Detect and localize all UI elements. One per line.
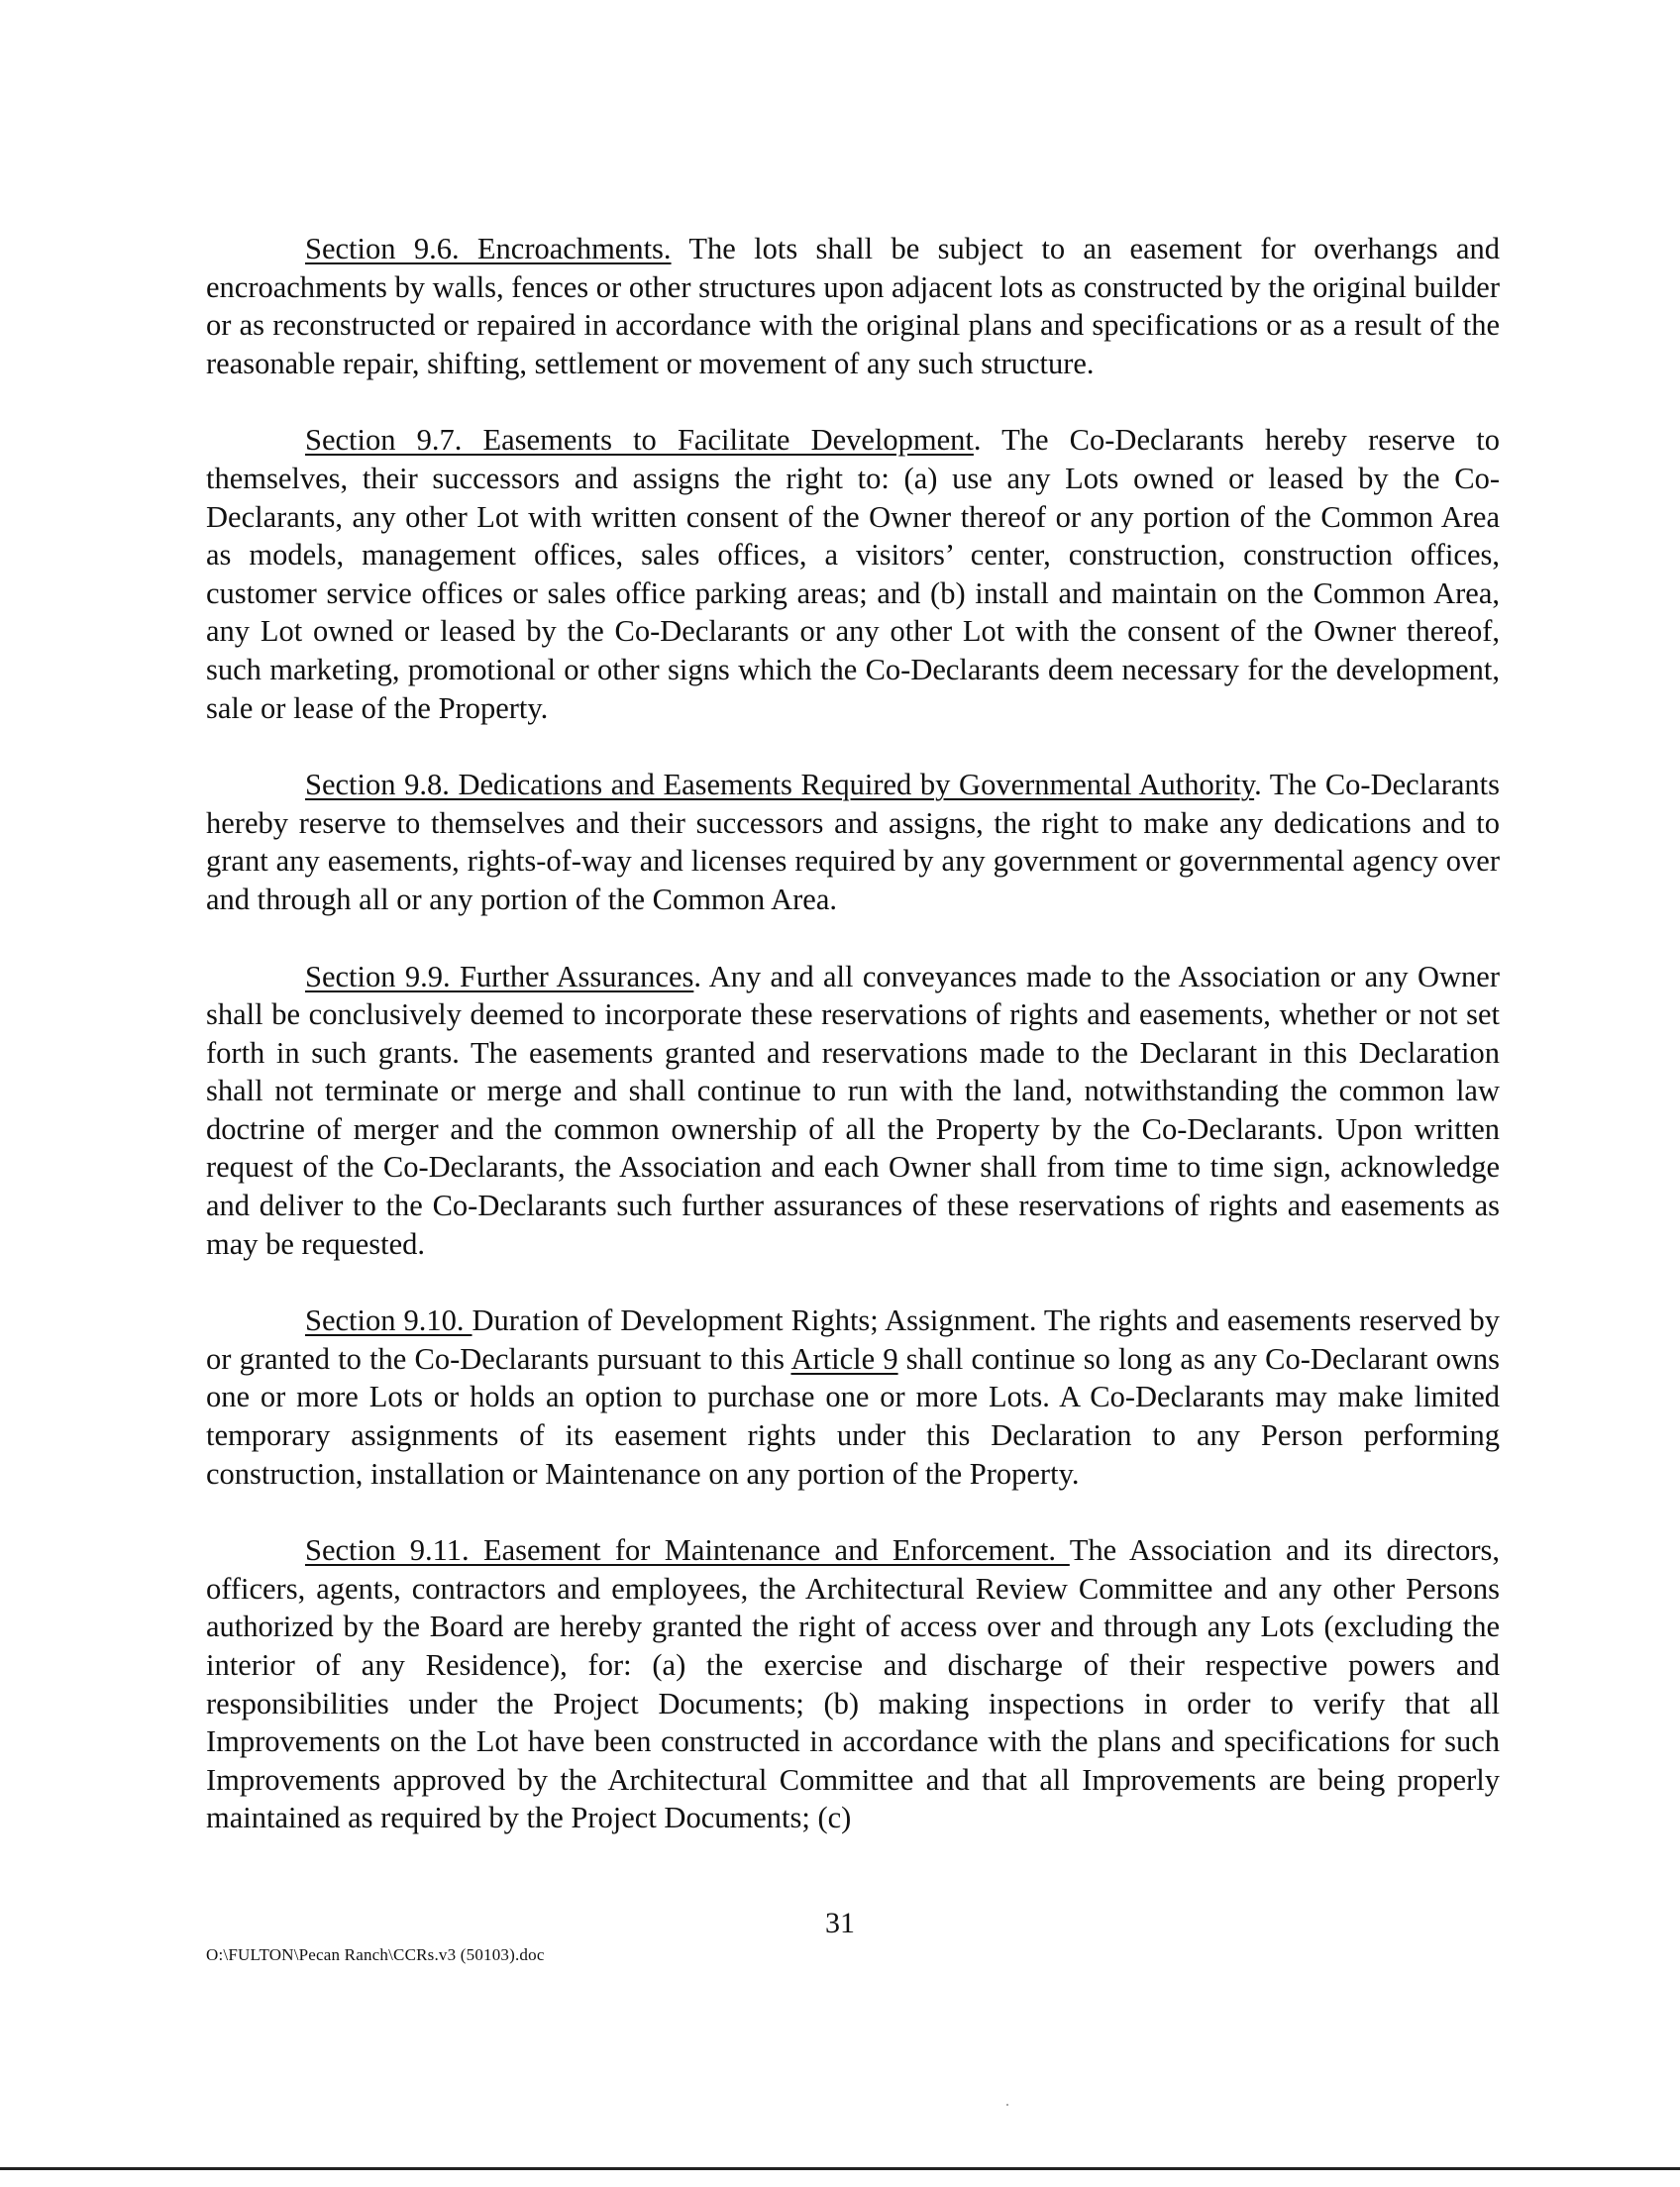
section-heading: Section 9.9. Further Assurances bbox=[305, 959, 694, 993]
section-9-10 bbox=[206, 1302, 1500, 1493]
section-text: . The Co-Declarants hereby reserve to themselves and their successors and assigns, the right to make any dedications and to grant any easements, rights-of-way and licenses required by any government or governmental agency over and through all or any portion of the Common Area. bbox=[206, 768, 1500, 916]
section-text: Duration of Development Rights; Assignment. The rights and easements reserved by or granted to the Co-Declarants pursuant to this bbox=[206, 1303, 1500, 1376]
section-heading: Section 9.7. Easements to Facilitate Development bbox=[305, 423, 974, 458]
section-text: . Any and all conveyances made to the Association or any Owner shall be conclusively deemed to incorporate these reservations of rights and easements, whether or not set forth in such grants. The easements granted and reservations made to the Declarant in this Declaration shall not terminate or merge and shall continue to run with the land, notwithstanding the common law doctrine of merger and the common ownership of all the Property by the Co-Declarants. Upon written request of the Co-Declarants, the Association and each Owner shall from time to time sign, acknowledge and deliver to the Co-Declarants such further assurances of these reservations of rights and easements as may be requested. bbox=[206, 959, 1500, 1261]
section-9-8 bbox=[206, 766, 1500, 918]
section-9-11 bbox=[206, 1531, 1500, 1837]
section-heading: Section 9.8. Dedications and Easements Required by Governmental Authority bbox=[305, 768, 1255, 802]
bottom-edge-line bbox=[0, 2167, 1680, 2170]
section-text: . The Co-Declarants hereby reserve to themselves, their successors and assigns the right to: (a) use any Lots owned or leased by the Co-Declarants, any other Lot with written consent of the Owner thereof or any portion of the Common Area as models, management offices, sales offices, a visitors’ center, construction, construction offices, customer service offices or sales office parking areas; and (b) install and maintain on the Common Area, any Lot owned or leased by the Co-Declarants or any other Lot with the consent of the Owner thereof, such marketing, promotional or other signs which the Co-Declarants deem necessary for the development, sale or lease of the Property. bbox=[206, 423, 1500, 725]
section-heading: Section 9.6. Encroachments. bbox=[305, 232, 672, 265]
section-text-continued: shall continue so long as any Co-Declarant owns one or more Lots or holds an option to purchase one or more Lots. A Co-Declarants may make limited temporary assignments of its easement rights under this Declaration to any Person performing construction, installation or Maintenance on any portion of the Property. bbox=[206, 1341, 1500, 1491]
section-text: The Association and its directors, officers, agents, contractors and employees, the Architectural Review Committee and any other Persons authorized by the Board are hereby granted the right of access over and through any Lots (excluding the interior of any Residence), for: (a) the exercise and discharge of their respective powers and responsibilities under the Project Documents; (b) making inspections in order to verify that all Improvements on the Lot have been constructed in accordance with the plans and specifications for such Improvements approved by the Architectural Committee and that all Improvements are being properly maintained as required by the Project Documents; (c) bbox=[206, 1533, 1500, 1835]
article-reference: Article 9 bbox=[790, 1341, 898, 1376]
scan-artifact bbox=[1006, 2104, 1008, 2106]
section-heading: Section 9.11. Easement for Maintenance and Enforcement. bbox=[305, 1533, 1070, 1568]
section-heading: Section 9.10. bbox=[305, 1303, 472, 1338]
section-9-9 bbox=[206, 958, 1500, 1264]
page-number: 31 bbox=[825, 1907, 855, 1939]
section-text: The lots shall be subject to an easement for overhangs and encroachments by walls, fences or other structures upon adjacent lots as constructed by the original builder or as reconstructed or repaired in accordance with the original plans and specifications or as a result of the reasonable repair, shifting, settlement or movement of any such structure. bbox=[206, 232, 1501, 380]
footer-file-path: O:\FULTON\Pecan Ranch\CCRs.v3 (50103).doc bbox=[206, 1945, 545, 1964]
document-body bbox=[206, 230, 1500, 1876]
section-9-6 bbox=[206, 230, 1500, 382]
section-9-7 bbox=[206, 421, 1500, 727]
